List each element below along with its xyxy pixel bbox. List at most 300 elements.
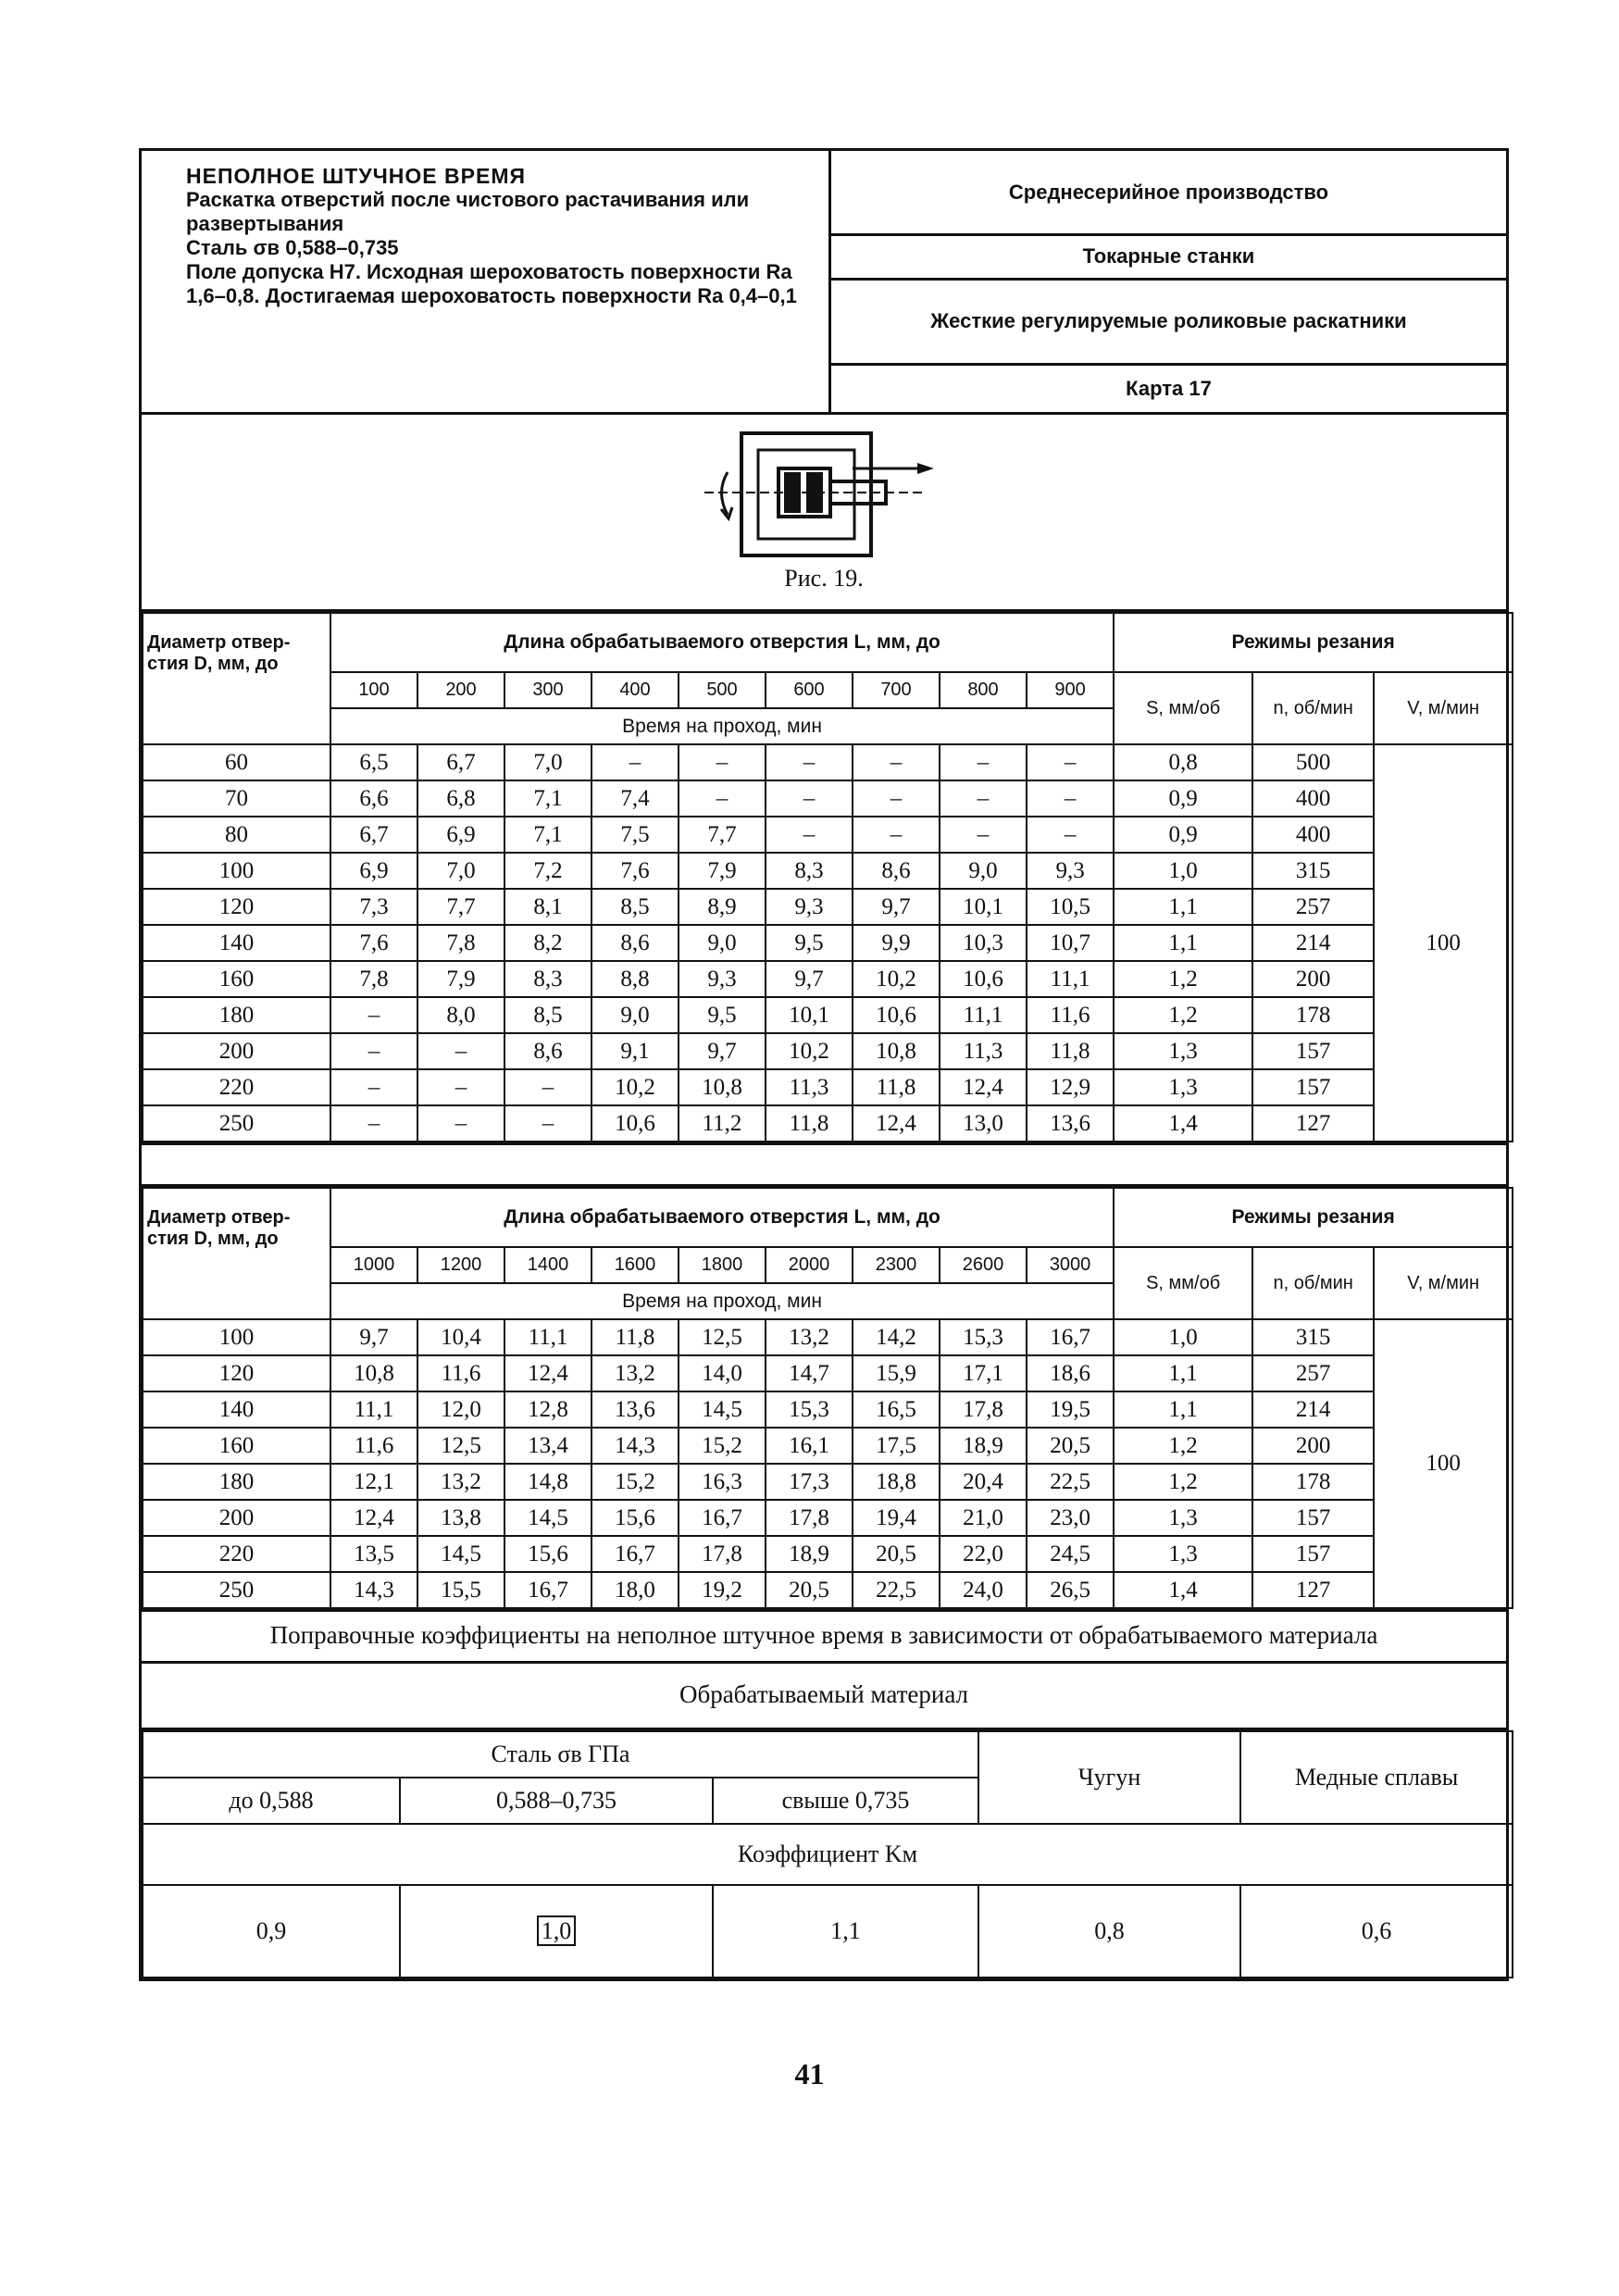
time-value: 9,1 (592, 1033, 679, 1069)
time-value: 10,6 (940, 961, 1027, 997)
speed-value: 100 (1374, 1319, 1513, 1608)
tool-type: Жесткие регулируемые роликовые раскатники (831, 281, 1506, 366)
time-value: 14,2 (853, 1319, 940, 1355)
diameter-value: 80 (143, 817, 330, 853)
rpm-value: 178 (1252, 997, 1374, 1033)
time-value: 8,0 (417, 997, 504, 1033)
time-value: 13,2 (417, 1464, 504, 1500)
modes-header: Режимы резания (1114, 613, 1513, 672)
figure-caption: Рис. 19. (784, 565, 864, 592)
table-row (143, 1355, 1513, 1391)
time-value: 13,5 (330, 1536, 417, 1572)
time-value: 15,2 (679, 1428, 766, 1464)
time-value: 7,6 (592, 853, 679, 889)
time-value: – (853, 780, 940, 817)
time-value: 6,9 (417, 817, 504, 853)
time-value: – (679, 780, 766, 817)
time-value: 7,1 (504, 780, 592, 817)
time-value: 20,5 (1027, 1428, 1114, 1464)
time-value: 17,5 (853, 1428, 940, 1464)
time-value: 17,8 (679, 1536, 766, 1572)
feed-value: 0,9 (1114, 780, 1252, 817)
feed-value: 1,2 (1114, 1464, 1252, 1500)
time-value: 13,8 (417, 1500, 504, 1536)
rpm-value: 200 (1252, 1428, 1374, 1464)
table-row (143, 1572, 1513, 1608)
time-value: 16,7 (504, 1572, 592, 1608)
time-value: 11,8 (766, 1105, 853, 1142)
length-value: 100 (330, 672, 417, 708)
time-value: 11,6 (417, 1355, 504, 1391)
time-value: 8,5 (504, 997, 592, 1033)
coef-steel-high: 1,1 (713, 1885, 978, 1978)
rpm-value: 178 (1252, 1464, 1374, 1500)
time-value: – (504, 1105, 592, 1142)
time-value: 20,4 (940, 1464, 1027, 1500)
table-row (143, 1105, 1513, 1142)
time-value: 7,5 (592, 817, 679, 853)
time-value: 7,8 (417, 925, 504, 961)
time-value: 9,7 (853, 889, 940, 925)
time-value: – (940, 780, 1027, 817)
time-table-2 (142, 1187, 1513, 1609)
time-value: 17,3 (766, 1464, 853, 1500)
length-value: 1200 (417, 1247, 504, 1283)
time-value: 11,6 (330, 1428, 417, 1464)
time-value: 17,8 (940, 1391, 1027, 1428)
length-values-row (143, 1247, 1513, 1283)
operation-description (142, 151, 831, 412)
time-value: 8,6 (853, 853, 940, 889)
diameter-value: 180 (143, 1464, 330, 1500)
roller-burnishing-sketch (704, 426, 945, 565)
time-value: 12,4 (330, 1500, 417, 1536)
time-value: 9,3 (1027, 853, 1114, 889)
correction-block (139, 1612, 1509, 1981)
table-row (143, 853, 1513, 889)
diameter-value: 60 (143, 744, 330, 780)
time-value: 15,6 (592, 1500, 679, 1536)
steel-heading: Сталь σв ГПа (143, 1731, 978, 1778)
rpm-value: 127 (1252, 1572, 1374, 1608)
time-value: 10,1 (766, 997, 853, 1033)
time-value: 9,0 (940, 853, 1027, 889)
time-value: 13,0 (940, 1105, 1027, 1142)
time-value: 6,9 (330, 853, 417, 889)
coef-cast-iron: 0,8 (978, 1885, 1240, 1978)
feed-value: 1,1 (1114, 1391, 1252, 1428)
time-value: 7,1 (504, 817, 592, 853)
time-value: 16,3 (679, 1464, 766, 1500)
length-value: 2600 (940, 1247, 1027, 1283)
time-value: 11,3 (940, 1033, 1027, 1069)
feed-value: 1,3 (1114, 1033, 1252, 1069)
time-value: 8,2 (504, 925, 592, 961)
coefficient-table (142, 1730, 1513, 1978)
header-row (143, 613, 1513, 672)
material-heading: Обрабатываемый материал (142, 1664, 1506, 1730)
feed-value: 1,2 (1114, 997, 1252, 1033)
length-value: 400 (592, 672, 679, 708)
time-value: 10,7 (1027, 925, 1114, 961)
diameter-value: 180 (143, 997, 330, 1033)
time-value: 6,8 (417, 780, 504, 817)
length-value: 500 (679, 672, 766, 708)
time-value: 12,1 (330, 1464, 417, 1500)
time-label: Время на проход, мин (330, 708, 1114, 744)
table-row (143, 1536, 1513, 1572)
rpm-value: 157 (1252, 1033, 1374, 1069)
time-value: 13,2 (766, 1319, 853, 1355)
time-value: 17,1 (940, 1355, 1027, 1391)
time-value: – (504, 1069, 592, 1105)
time-value: 7,0 (417, 853, 504, 889)
time-value: 13,6 (1027, 1105, 1114, 1142)
production-type: Среднесерийное производство (831, 151, 1506, 236)
time-value: 16,5 (853, 1391, 940, 1428)
header-row (143, 1188, 1513, 1247)
feed-value: 1,4 (1114, 1105, 1252, 1142)
time-value: 19,4 (853, 1500, 940, 1536)
time-value: – (853, 744, 940, 780)
time-value: – (1027, 780, 1114, 817)
diameter-value: 140 (143, 925, 330, 961)
diameter-value: 70 (143, 780, 330, 817)
time-value: 14,3 (330, 1572, 417, 1608)
time-value: 8,8 (592, 961, 679, 997)
time-value: 12,5 (679, 1319, 766, 1355)
time-value: 9,0 (592, 997, 679, 1033)
time-value: 6,7 (330, 817, 417, 853)
length-value: 3000 (1027, 1247, 1114, 1283)
table-row (143, 1500, 1513, 1536)
feed-value: 1,4 (1114, 1572, 1252, 1608)
rpm-value: 257 (1252, 1355, 1374, 1391)
time-value: 7,9 (417, 961, 504, 997)
time-value: 11,3 (766, 1069, 853, 1105)
time-value: 10,5 (1027, 889, 1114, 925)
time-value: 17,8 (766, 1500, 853, 1536)
rpm-value: 200 (1252, 961, 1374, 997)
time-value: 10,8 (330, 1355, 417, 1391)
length-value: 1600 (592, 1247, 679, 1283)
diameter-value: 200 (143, 1033, 330, 1069)
rpm-value: 157 (1252, 1536, 1374, 1572)
rpm-value: 500 (1252, 744, 1374, 780)
time-value: 10,2 (592, 1069, 679, 1105)
table-row (143, 1391, 1513, 1428)
feed-value: 1,0 (1114, 853, 1252, 889)
time-value: 9,3 (679, 961, 766, 997)
time-value: 9,7 (679, 1033, 766, 1069)
coef-steel-mid (400, 1885, 713, 1978)
steel-range-high: свыше 0,735 (713, 1778, 978, 1824)
time-value: 12,4 (940, 1069, 1027, 1105)
time-value: – (417, 1069, 504, 1105)
time-value: 15,5 (417, 1572, 504, 1608)
time-value: 8,3 (766, 853, 853, 889)
time-value: 19,5 (1027, 1391, 1114, 1428)
length-value: 300 (504, 672, 592, 708)
time-value: 18,8 (853, 1464, 940, 1500)
feed-value: 1,3 (1114, 1500, 1252, 1536)
machine-type: Токарные станки (831, 236, 1506, 281)
rpm-value: 400 (1252, 780, 1374, 817)
coefficient-label: Коэффициент Kм (143, 1824, 1513, 1885)
time-value: 7,6 (330, 925, 417, 961)
mode-label: S, мм/об (1114, 672, 1252, 744)
time-value: 11,1 (504, 1319, 592, 1355)
coef-steel-low: 0,9 (143, 1885, 400, 1978)
time-value: 22,5 (1027, 1464, 1114, 1500)
time-value: 7,3 (330, 889, 417, 925)
time-value: 11,8 (592, 1319, 679, 1355)
cast-iron-heading: Чугун (978, 1731, 1240, 1824)
time-value: 14,7 (766, 1355, 853, 1391)
time-value: 19,2 (679, 1572, 766, 1608)
time-value: 14,5 (504, 1500, 592, 1536)
time-value: – (330, 997, 417, 1033)
length-value: 1800 (679, 1247, 766, 1283)
rpm-value: 214 (1252, 1391, 1374, 1428)
time-value: – (1027, 744, 1114, 780)
time-value: 11,2 (679, 1105, 766, 1142)
rpm-value: 214 (1252, 925, 1374, 961)
diameter-value: 200 (143, 1500, 330, 1536)
time-value: 7,7 (417, 889, 504, 925)
length-header: Длина обрабатываемого отверстия L, мм, до (330, 613, 1114, 672)
figure-block (139, 412, 1509, 612)
time-value: 10,2 (853, 961, 940, 997)
feed-value: 1,1 (1114, 889, 1252, 925)
length-value: 900 (1027, 672, 1114, 708)
time-value: 18,6 (1027, 1355, 1114, 1391)
table-row (143, 997, 1513, 1033)
rpm-value: 157 (1252, 1500, 1374, 1536)
time-value: 7,0 (504, 744, 592, 780)
time-value: 10,2 (766, 1033, 853, 1069)
card-title: НЕПОЛНОЕ ШТУЧНОЕ ВРЕМЯ (186, 164, 527, 188)
feed-value: 0,8 (1114, 744, 1252, 780)
time-value: 14,8 (504, 1464, 592, 1500)
length-value: 700 (853, 672, 940, 708)
steel-range-mid: 0,588–0,735 (400, 1778, 713, 1824)
diameter-value: 250 (143, 1572, 330, 1608)
time-value: 15,9 (853, 1355, 940, 1391)
time-value: 22,5 (853, 1572, 940, 1608)
card-number: Карта 17 (1126, 376, 1212, 400)
time-value: 10,8 (679, 1069, 766, 1105)
rpm-value: 157 (1252, 1069, 1374, 1105)
time-value: 11,6 (1027, 997, 1114, 1033)
modes-header: Режимы резания (1114, 1188, 1513, 1247)
mode-label: S, мм/об (1114, 1247, 1252, 1319)
time-value: 11,8 (853, 1069, 940, 1105)
length-value: 2300 (853, 1247, 940, 1283)
feed-value: 1,1 (1114, 925, 1252, 961)
time-value: – (679, 744, 766, 780)
diameter-value: 160 (143, 961, 330, 997)
time-value: – (330, 1069, 417, 1105)
time-value: 9,5 (679, 997, 766, 1033)
time-value: 9,0 (679, 925, 766, 961)
time-value: – (592, 744, 679, 780)
copper-alloys-heading: Медные сплавы (1240, 1731, 1513, 1824)
length-value: 200 (417, 672, 504, 708)
feed-value: 1,2 (1114, 1428, 1252, 1464)
time-value: 10,6 (592, 1105, 679, 1142)
feed-value: 0,9 (1114, 817, 1252, 853)
card-header (139, 148, 1509, 412)
length-value: 1400 (504, 1247, 592, 1283)
header-attributes (831, 151, 1506, 412)
time-value: 8,3 (504, 961, 592, 997)
time-value: 20,5 (766, 1572, 853, 1608)
time-value: 11,1 (330, 1391, 417, 1428)
table-row (143, 780, 1513, 817)
diameter-value: 120 (143, 1355, 330, 1391)
time-value: 14,0 (679, 1355, 766, 1391)
mode-label: V, м/мин (1374, 1247, 1513, 1319)
feed-value: 1,2 (1114, 961, 1252, 997)
time-value: 8,6 (592, 925, 679, 961)
time-value: 9,3 (766, 889, 853, 925)
diameter-value: 140 (143, 1391, 330, 1428)
table-separator (139, 1145, 1509, 1184)
length-header: Длина обрабатываемого отверстия L, мм, до (330, 1188, 1114, 1247)
mode-label: n, об/мин (1252, 672, 1374, 744)
diameter-value: 100 (143, 1319, 330, 1355)
time-value: 14,5 (679, 1391, 766, 1428)
time-value: 12,0 (417, 1391, 504, 1428)
feed-value: 1,3 (1114, 1069, 1252, 1105)
table-row (143, 889, 1513, 925)
time-value: 6,7 (417, 744, 504, 780)
time-value: 13,2 (592, 1355, 679, 1391)
mode-label: n, об/мин (1252, 1247, 1374, 1319)
time-value: 11,1 (1027, 961, 1114, 997)
time-value: – (940, 817, 1027, 853)
time-value: 26,5 (1027, 1572, 1114, 1608)
time-value: 12,8 (504, 1391, 592, 1428)
rpm-value: 315 (1252, 1319, 1374, 1355)
length-value: 600 (766, 672, 853, 708)
diameter-value: 250 (143, 1105, 330, 1142)
table-row (143, 817, 1513, 853)
time-value: 23,0 (1027, 1500, 1114, 1536)
time-value: – (766, 817, 853, 853)
length-values-row (143, 672, 1513, 708)
correction-title: Поправочные коэффициенты на неполное штучное время в зависимости от обрабатываемого материала (142, 1612, 1506, 1664)
length-value: 2000 (766, 1247, 853, 1283)
time-value: 20,5 (853, 1536, 940, 1572)
feed-value: 1,1 (1114, 1355, 1252, 1391)
time-value: 10,4 (417, 1319, 504, 1355)
time-value: 24,0 (940, 1572, 1027, 1608)
time-value: 18,0 (592, 1572, 679, 1608)
time-label: Время на проход, мин (330, 1283, 1114, 1319)
time-value: 16,7 (679, 1500, 766, 1536)
coef-steel-mid-value: 1,0 (537, 1915, 577, 1946)
steel-range-low: до 0,588 (143, 1778, 400, 1824)
time-value: 15,3 (940, 1319, 1027, 1355)
time-value: 15,3 (766, 1391, 853, 1428)
time-value: 16,7 (1027, 1319, 1114, 1355)
time-value: 10,3 (940, 925, 1027, 961)
time-value: 7,9 (679, 853, 766, 889)
table-row (143, 961, 1513, 997)
time-value: – (330, 1033, 417, 1069)
time-value: 11,8 (1027, 1033, 1114, 1069)
time-value: – (330, 1105, 417, 1142)
time-value: 16,7 (592, 1536, 679, 1572)
time-value: 12,4 (504, 1355, 592, 1391)
time-value: – (766, 780, 853, 817)
time-value: 6,5 (330, 744, 417, 780)
time-value: – (940, 744, 1027, 780)
time-value: – (853, 817, 940, 853)
time-value: 8,6 (504, 1033, 592, 1069)
time-value: 14,3 (592, 1428, 679, 1464)
time-value: 7,7 (679, 817, 766, 853)
table-row (143, 744, 1513, 780)
time-value: 13,6 (592, 1391, 679, 1428)
norm-card (139, 148, 1509, 1981)
diameter-header: Диаметр отвер- стия D, мм, до (143, 1188, 330, 1319)
table-row (143, 1319, 1513, 1355)
material-line: Сталь σв 0,588–0,735 (186, 236, 399, 259)
diameter-value: 160 (143, 1428, 330, 1464)
time-value: 7,4 (592, 780, 679, 817)
rpm-value: 127 (1252, 1105, 1374, 1142)
time-value: 22,0 (940, 1536, 1027, 1572)
time-value: 8,1 (504, 889, 592, 925)
rpm-value: 315 (1252, 853, 1374, 889)
time-value: 18,9 (940, 1428, 1027, 1464)
table-row (143, 1428, 1513, 1464)
time-value: 11,1 (940, 997, 1027, 1033)
diameter-value: 220 (143, 1069, 330, 1105)
time-value: – (417, 1033, 504, 1069)
time-value: 7,2 (504, 853, 592, 889)
diameter-value: 220 (143, 1536, 330, 1572)
time-value: 9,7 (766, 961, 853, 997)
time-value: 8,9 (679, 889, 766, 925)
time-value: 8,5 (592, 889, 679, 925)
time-value: – (1027, 817, 1114, 853)
table-row (143, 925, 1513, 961)
tolerance-line: Поле допуска Н7. Исходная шероховатость поверхности Ra 1,6–0,8. Достигаемая шероховатость поверхности Ra 0,4–0,1 (186, 260, 797, 307)
diameter-value: 100 (143, 853, 330, 889)
time-value: 16,1 (766, 1428, 853, 1464)
time-value: 9,5 (766, 925, 853, 961)
coef-copper: 0,6 (1240, 1885, 1513, 1978)
table1-frame (139, 612, 1509, 1145)
time-value: 15,2 (592, 1464, 679, 1500)
table-row (143, 1033, 1513, 1069)
time-value: 18,9 (766, 1536, 853, 1572)
rpm-value: 400 (1252, 817, 1374, 853)
diameter-value: 120 (143, 889, 330, 925)
time-value: 12,5 (417, 1428, 504, 1464)
speed-value: 100 (1374, 744, 1513, 1142)
time-value: 9,7 (330, 1319, 417, 1355)
table2-frame (139, 1184, 1509, 1612)
table-row (143, 1464, 1513, 1500)
diameter-header: Диаметр отвер- стия D, мм, до (143, 613, 330, 744)
time-value: 6,6 (330, 780, 417, 817)
mode-label: V, м/мин (1374, 672, 1513, 744)
